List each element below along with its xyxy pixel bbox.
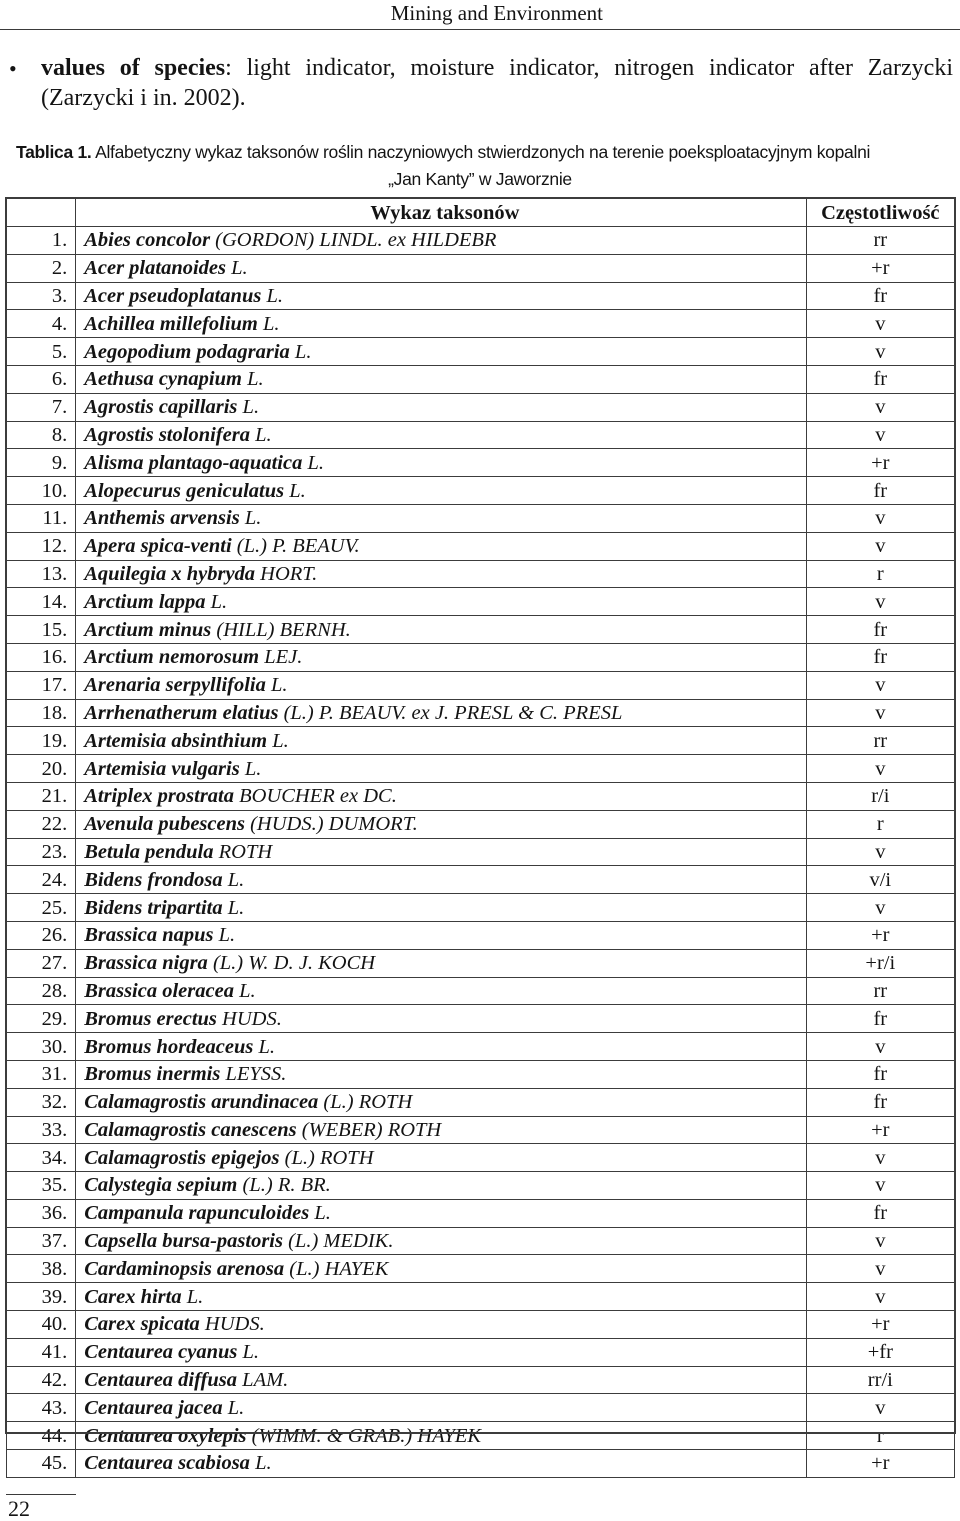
taxon-species: Capsella bursa-pastoris — [84, 1230, 283, 1253]
row-number: 34. — [7, 1144, 76, 1172]
frequency-value: v — [806, 755, 954, 783]
table-row — [7, 1450, 955, 1478]
taxon-author: (L.) W. D. J. KOCH — [207, 952, 376, 975]
table-row — [7, 1227, 955, 1255]
table-row — [7, 1144, 955, 1172]
taxon-author: L. — [302, 451, 324, 474]
table-row — [7, 393, 955, 421]
taxon-author: (HUDS.) DUMORT. — [244, 813, 418, 836]
table-row — [7, 643, 955, 671]
frequency-value: v — [806, 699, 954, 727]
taxon-name-cell — [76, 254, 806, 282]
row-number: 6. — [7, 365, 76, 393]
table-row — [7, 449, 955, 477]
taxon-author: L. — [222, 868, 245, 891]
taxon-species: Carex hirta — [84, 1285, 182, 1308]
table-row — [7, 1116, 955, 1144]
table-row — [7, 1311, 955, 1339]
taxon-species: Cardaminopsis arenosa — [84, 1257, 285, 1280]
taxon-author: (WEBER) ROTH — [296, 1118, 442, 1141]
row-number: 17. — [7, 671, 76, 699]
taxon-author: (HILL) BERNH. — [211, 618, 351, 641]
taxon-species: Apera spica-venti — [84, 535, 232, 558]
taxon-name-cell — [76, 421, 806, 449]
row-number: 39. — [7, 1283, 76, 1311]
row-number: 31. — [7, 1060, 76, 1088]
row-number: 2. — [7, 254, 76, 282]
taxon-author: ROTH — [213, 840, 273, 863]
frequency-value: rr/i — [806, 1366, 954, 1394]
row-number: 40. — [7, 1311, 76, 1339]
frequency-value: v — [806, 838, 954, 866]
taxon-species: Alopecurus geniculatus — [84, 479, 285, 502]
row-number: 38. — [7, 1255, 76, 1283]
taxon-name-cell — [76, 282, 806, 310]
taxon-species: Arctium minus — [84, 618, 212, 641]
taxon-species: Bidens frondosa — [84, 868, 223, 891]
frequency-value: v — [806, 504, 954, 532]
taxon-author: (L.) P. BEAUV. ex J. PRESL & C. PRESL — [278, 701, 623, 724]
taxon-species: Achillea millefolium — [84, 312, 258, 335]
frequency-value: +r — [806, 1311, 954, 1339]
table-label: Tablica 1. — [16, 142, 92, 162]
taxon-name-cell — [76, 1311, 806, 1339]
taxon-name-cell — [76, 616, 806, 644]
taxon-author: (L.) R. BR. — [237, 1174, 331, 1197]
table-row — [7, 310, 955, 338]
taxon-author: L. — [241, 368, 264, 391]
taxon-author: (L.) HAYEK — [284, 1257, 389, 1280]
taxon-name-cell — [76, 532, 806, 560]
taxon-author: L. — [205, 590, 228, 613]
taxon-species: Alisma plantago-aquatica — [84, 451, 303, 474]
taxon-name-cell — [76, 1199, 806, 1227]
taxon-author: LAM. — [237, 1369, 289, 1392]
taxon-name-cell — [76, 699, 806, 727]
taxon-species: Avenula pubescens — [84, 813, 245, 836]
intro-bold-text: values of species — [41, 55, 226, 81]
row-number: 23. — [7, 838, 76, 866]
frequency-value: v — [806, 1394, 954, 1422]
table-row — [7, 365, 955, 393]
row-number: 1. — [7, 227, 76, 255]
frequency-value: v — [806, 671, 954, 699]
table-row — [7, 977, 955, 1005]
taxon-name-cell — [76, 1422, 806, 1450]
table-row — [7, 782, 955, 810]
taxon-species: Agrostis stolonifera — [84, 423, 250, 446]
taxon-species: Acer pseudoplatanus — [84, 284, 262, 307]
table-row — [7, 727, 955, 755]
intro-rest-text: : light indicator, moisture indicator, nitrogen indicator after Zarzycki (Zarzycki i in. 2002). — [41, 55, 953, 111]
table-row — [7, 755, 955, 783]
table-row — [7, 1088, 955, 1116]
taxa-table-body — [7, 227, 955, 1478]
table-row — [7, 504, 955, 532]
frequency-value: fr — [806, 282, 954, 310]
frequency-value: rr — [806, 227, 954, 255]
frequency-value: v — [806, 310, 954, 338]
taxon-author: L. — [213, 924, 236, 947]
row-number: 33. — [7, 1116, 76, 1144]
taxon-name-cell — [76, 477, 806, 505]
taxon-species: Bromus hordeaceus — [84, 1035, 254, 1058]
taxon-species: Calamagrostis arundinacea — [84, 1091, 319, 1114]
taxon-species: Brassica nigra — [84, 952, 208, 975]
taxon-name-cell — [76, 894, 806, 922]
taxon-author: L. — [249, 423, 272, 446]
taxon-author: L. — [261, 284, 283, 307]
taxon-name-cell — [76, 1450, 806, 1478]
taxon-species: Centaurea diffusa — [84, 1369, 238, 1392]
row-number: 9. — [7, 449, 76, 477]
table-row — [7, 1255, 955, 1283]
taxon-author: L. — [257, 312, 280, 335]
taxon-species: Arctium lappa — [84, 590, 206, 613]
table-row — [7, 921, 955, 949]
taxon-name-cell — [76, 949, 806, 977]
row-number: 43. — [7, 1394, 76, 1422]
row-number: 37. — [7, 1227, 76, 1255]
taxon-author: L. — [239, 757, 262, 780]
taxon-name-cell — [76, 671, 806, 699]
row-number: 16. — [7, 643, 76, 671]
taxon-author: (L.) MEDIK. — [282, 1230, 394, 1253]
frequency-value: fr — [806, 643, 954, 671]
frequency-value: fr — [806, 616, 954, 644]
taxon-author: (L.) ROTH — [318, 1091, 413, 1114]
taxon-species: Aegopodium podagraria — [84, 340, 290, 363]
taxon-name-cell — [76, 365, 806, 393]
row-number: 3. — [7, 282, 76, 310]
row-number: 42. — [7, 1366, 76, 1394]
taxon-author: L. — [226, 257, 248, 280]
taxon-species: Abies concolor — [84, 229, 211, 252]
taxon-author: (GORDON) LINDL. ex HILDEBR — [210, 229, 497, 252]
table-row — [7, 254, 955, 282]
taxon-species: Brassica oleracea — [84, 979, 234, 1002]
frequency-value: r — [806, 560, 954, 588]
taxon-name-cell — [76, 1227, 806, 1255]
taxon-species: Artemisia absinthium — [84, 729, 268, 752]
taxon-name-cell — [76, 755, 806, 783]
table-row — [7, 699, 955, 727]
table-row — [7, 949, 955, 977]
frequency-value: fr — [806, 365, 954, 393]
table-row — [7, 838, 955, 866]
table-row — [7, 1060, 955, 1088]
taxon-name-cell — [76, 393, 806, 421]
frequency-value: +r — [806, 1116, 954, 1144]
taxon-name-cell — [76, 1255, 806, 1283]
taxon-species: Atriplex prostrata — [84, 785, 234, 808]
row-number: 13. — [7, 560, 76, 588]
table-row — [7, 616, 955, 644]
taxon-species: Bromus erectus — [84, 1007, 217, 1030]
taxon-name-cell — [76, 560, 806, 588]
taxon-author: HUDS. — [199, 1313, 265, 1336]
frequency-value: fr — [806, 1199, 954, 1227]
row-number: 10. — [7, 477, 76, 505]
table-row — [7, 1422, 955, 1450]
taxon-species: Aethusa cynapium — [84, 368, 242, 391]
row-number: 12. — [7, 532, 76, 560]
taxon-species: Anthemis arvensis — [84, 507, 240, 530]
frequency-value: r — [806, 810, 954, 838]
taxon-name-cell — [76, 1088, 806, 1116]
table-row — [7, 1366, 955, 1394]
taxon-author: L. — [284, 479, 306, 502]
row-number: 28. — [7, 977, 76, 1005]
row-number: 29. — [7, 1005, 76, 1033]
row-number: 14. — [7, 588, 76, 616]
intro-bullet-paragraph — [9, 53, 953, 113]
row-number: 7. — [7, 393, 76, 421]
taxon-author: L. — [267, 729, 289, 752]
table-row — [7, 338, 955, 366]
taxon-author: L. — [265, 674, 288, 697]
taxon-author: L. — [233, 979, 256, 1002]
table-row — [7, 1394, 955, 1422]
taxon-author: L. — [253, 1035, 276, 1058]
taxon-author: L. — [181, 1285, 204, 1308]
taxon-author: (WIMM. & GRAB.) HAYEK — [246, 1424, 482, 1447]
taxon-author: L. — [222, 1396, 245, 1419]
taxon-author: L. — [289, 340, 312, 363]
frequency-value: +r/i — [806, 949, 954, 977]
frequency-value: v — [806, 1172, 954, 1200]
taxon-species: Brassica napus — [84, 924, 214, 947]
frequency-value: v/i — [806, 866, 954, 894]
taxon-author: LEJ. — [259, 646, 303, 669]
taxon-species: Agrostis capillaris — [84, 396, 238, 419]
row-number: 30. — [7, 1033, 76, 1061]
taxon-species: Aquilegia x hybryda — [84, 562, 256, 585]
taxon-name-cell — [76, 921, 806, 949]
frequency-value: v — [806, 338, 954, 366]
taxon-name-cell — [76, 1033, 806, 1061]
taxon-author: L. — [249, 1452, 272, 1475]
taxon-species: Arctium nemorosum — [84, 646, 260, 669]
frequency-value: fr — [806, 1060, 954, 1088]
taxon-author: LEYSS. — [220, 1063, 287, 1086]
taxon-species: Centaurea jacea — [84, 1396, 223, 1419]
taxon-author: BOUCHER ex DC. — [234, 785, 397, 808]
table-row — [7, 1033, 955, 1061]
taxon-name-cell — [76, 1366, 806, 1394]
taxon-name-cell — [76, 1144, 806, 1172]
taxon-author: L. — [237, 1341, 260, 1364]
taxon-name-cell — [76, 504, 806, 532]
taxon-species: Calamagrostis epigejos — [84, 1146, 280, 1169]
frequency-value: v — [806, 393, 954, 421]
frequency-value: rr — [806, 727, 954, 755]
frequency-value: +r — [806, 921, 954, 949]
footer-rule — [6, 1494, 76, 1495]
taxon-name-cell — [76, 727, 806, 755]
taxon-name-cell — [76, 643, 806, 671]
taxon-species: Artemisia vulgaris — [84, 757, 240, 780]
taxon-name-cell — [76, 310, 806, 338]
taxon-species: Bromus inermis — [84, 1063, 221, 1086]
table-row — [7, 477, 955, 505]
taxon-species: Centaurea cyanus — [84, 1341, 238, 1364]
header-taxa: Wykaz taksonów — [76, 199, 806, 227]
running-header — [0, 0, 960, 30]
taxon-species: Arrhenatherum elatius — [84, 701, 279, 724]
frequency-value: v — [806, 421, 954, 449]
taxon-species: Arenaria serpyllifolia — [84, 674, 266, 697]
header-number-cell — [7, 199, 76, 227]
row-number: 22. — [7, 810, 76, 838]
table-row — [7, 1338, 955, 1366]
row-number: 20. — [7, 755, 76, 783]
table-row — [7, 866, 955, 894]
row-number: 18. — [7, 699, 76, 727]
table-row — [7, 1172, 955, 1200]
caption-text-line1: Alfabetyczny wykaz taksonów roślin naczyniowych stwierdzonych na terenie poeksploatacyjnym kopalni — [91, 142, 871, 162]
taxon-author: HORT. — [255, 562, 318, 585]
frequency-value: r/i — [806, 782, 954, 810]
taxon-species: Carex spicata — [84, 1313, 200, 1336]
row-number: 36. — [7, 1199, 76, 1227]
taxon-author: (L.) ROTH — [279, 1146, 374, 1169]
frequency-value: +r — [806, 449, 954, 477]
row-number: 41. — [7, 1338, 76, 1366]
taxon-author: L. — [222, 896, 245, 919]
frequency-value: +r — [806, 1450, 954, 1478]
row-number: 25. — [7, 894, 76, 922]
taxon-species: Betula pendula — [84, 840, 214, 863]
table-row — [7, 532, 955, 560]
table-row — [7, 282, 955, 310]
row-number: 5. — [7, 338, 76, 366]
row-number: 8. — [7, 421, 76, 449]
row-number: 45. — [7, 1450, 76, 1478]
row-number: 35. — [7, 1172, 76, 1200]
frequency-value: fr — [806, 477, 954, 505]
row-number: 15. — [7, 616, 76, 644]
taxon-author: L. — [309, 1202, 331, 1225]
taxon-name-cell — [76, 1116, 806, 1144]
taxon-name-cell — [76, 782, 806, 810]
taxon-name-cell — [76, 1338, 806, 1366]
frequency-value: v — [806, 1144, 954, 1172]
taxon-name-cell — [76, 588, 806, 616]
taxon-name-cell — [76, 1394, 806, 1422]
frequency-value: v — [806, 1033, 954, 1061]
frequency-value: +r — [806, 254, 954, 282]
taxon-name-cell — [76, 1283, 806, 1311]
row-number: 27. — [7, 949, 76, 977]
table-row — [7, 227, 955, 255]
taxon-name-cell — [76, 866, 806, 894]
row-number: 19. — [7, 727, 76, 755]
taxon-species: Campanula rapunculoides — [84, 1202, 310, 1225]
table-row — [7, 421, 955, 449]
table-row — [7, 1199, 955, 1227]
journal-title: Mining and Environment — [390, 1, 603, 25]
row-number: 44. — [7, 1422, 76, 1450]
header-frequency: Częstotliwość — [806, 199, 954, 227]
page-number: 22 — [8, 1496, 30, 1521]
bullet-icon: • — [9, 56, 17, 81]
frequency-value: v — [806, 894, 954, 922]
taxon-species: Centaurea oxylepis — [84, 1424, 247, 1447]
taxon-species: Centaurea scabiosa — [84, 1452, 250, 1475]
table-row — [7, 1283, 955, 1311]
taxon-author: L. — [239, 507, 262, 530]
row-number: 4. — [7, 310, 76, 338]
frequency-value: v — [806, 1283, 954, 1311]
frequency-value: v — [806, 1227, 954, 1255]
table-row — [7, 671, 955, 699]
taxa-table — [6, 198, 955, 1478]
taxon-name-cell — [76, 1060, 806, 1088]
table-row — [7, 894, 955, 922]
table-row — [7, 588, 955, 616]
taxon-author: L. — [237, 396, 260, 419]
frequency-value: fr — [806, 1005, 954, 1033]
taxon-species: Acer platanoides — [84, 257, 226, 280]
frequency-value: +fr — [806, 1338, 954, 1366]
taxon-name-cell — [76, 227, 806, 255]
frequency-value: r — [806, 1422, 954, 1450]
row-number: 11. — [7, 504, 76, 532]
taxon-species: Calystegia sepium — [84, 1174, 238, 1197]
table-caption — [16, 139, 944, 193]
table-row — [7, 560, 955, 588]
taxon-name-cell — [76, 1005, 806, 1033]
table-row — [7, 1005, 955, 1033]
taxon-name-cell — [76, 977, 806, 1005]
taxon-name-cell — [76, 1172, 806, 1200]
taxon-name-cell — [76, 449, 806, 477]
frequency-value: v — [806, 532, 954, 560]
taxon-name-cell — [76, 338, 806, 366]
frequency-value: v — [806, 588, 954, 616]
table-header-row — [7, 199, 955, 227]
frequency-value: v — [806, 1255, 954, 1283]
table-row — [7, 810, 955, 838]
taxon-species: Bidens tripartita — [84, 896, 223, 919]
taxon-name-cell — [76, 810, 806, 838]
row-number: 32. — [7, 1088, 76, 1116]
caption-text-line2: „Jan Kanty” w Jaworznie — [388, 169, 572, 189]
frequency-value: fr — [806, 1088, 954, 1116]
frequency-value: rr — [806, 977, 954, 1005]
row-number: 26. — [7, 921, 76, 949]
taxon-name-cell — [76, 838, 806, 866]
row-number: 21. — [7, 782, 76, 810]
taxon-author: HUDS. — [216, 1007, 282, 1030]
row-number: 24. — [7, 866, 76, 894]
taxon-species: Calamagrostis canescens — [84, 1118, 297, 1141]
taxon-author: (L.) P. BEAUV. — [231, 535, 360, 558]
